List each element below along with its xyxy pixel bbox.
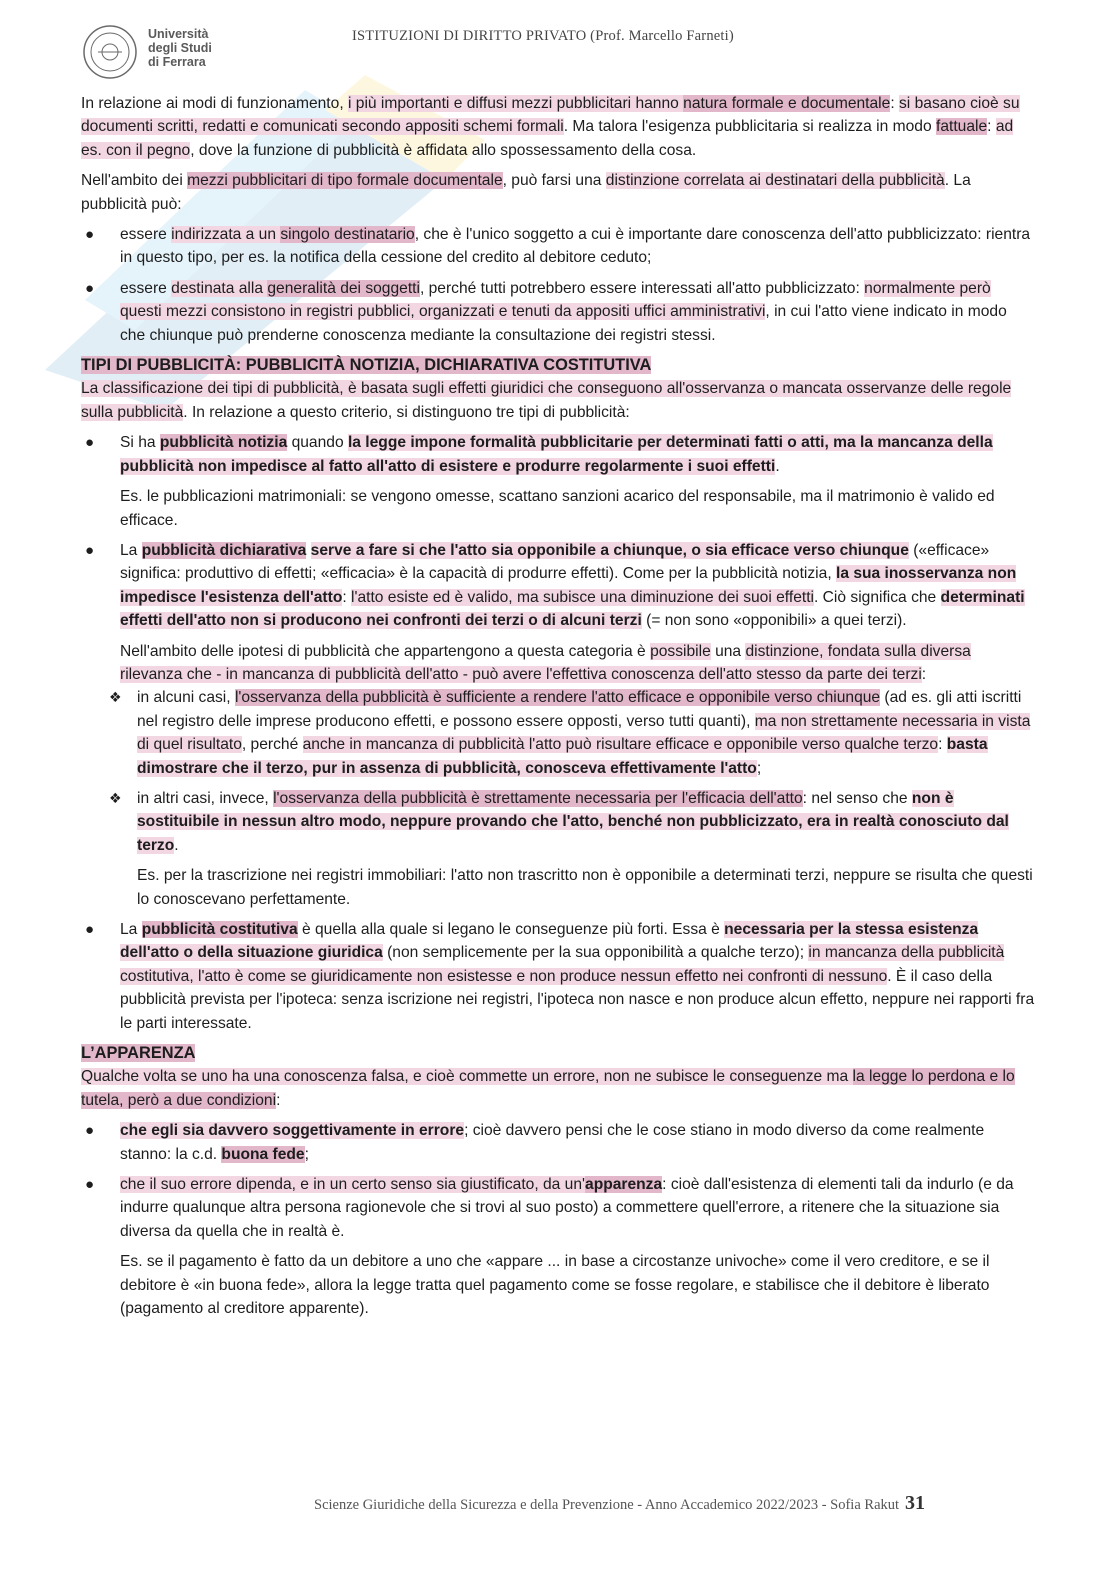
- list-item: ● Si ha pubblicità notizia quando la legge impone formalità pubblicitarie per determinati fatti o atti, ma la mancanza della pubblicità non impedisce al fatto all'atto di esistere e produrre regolarmente i suoi effetti. Es. le pubblicazioni matrimoniali: se vengono omesse, scattano sanzioni acarico del responsabile, ma il matrimonio è valido ed efficace.: [81, 431, 1036, 532]
- list-item: ● che il suo errore dipenda, e in un certo senso sia giustificato, da un'apparenza: cioè dall'esistenza di elementi tali da indurlo (e da indurre qualunque altra persona ragionevole che si trovi al suo posto) a commettere quell'errore, a ritenere che la situazione sia diversa da quella che in realtà è. Es. se il pagamento è fatto da un debitore a uno che «appare ... in base a circostanze univoche» come il vero creditore, e se il debitore è «in buona fede», allora la legge tratta quel pagamento come se fosse regolare, e stabilisce che il debitore è liberato (pagamento al creditore apparente).: [81, 1173, 1036, 1320]
- bullet-icon: ●: [85, 1122, 95, 1140]
- condizioni-list: [81, 1119, 1036, 1320]
- tipi-list: [81, 431, 1036, 1035]
- paragraph-functioning-modes: In relazione ai modi di funzionamento, i più importanti e diffusi mezzi pubblicitari hanno natura formale e documentale: si basano cioè su documenti scritti, redatti e comunicati secondo appositi schemi formali. Ma talora l'esigenza pubblicitaria si realizza in modo fattuale: ad es. con il pegno, dove la funzione di pubblicità è affidata allo spossessamento della cosa.: [81, 95, 1020, 159]
- example-text: Es. per la trascrizione nei registri immobiliari: l'atto non trascritto non è opponibile a determinati terzi, neppure se risulta che questi lo conoscevano perfettamente.: [137, 867, 1033, 908]
- list-item: ● essere indirizzata a un singolo destinatario, che è l'unico soggetto a cui è importante dare conoscenza dell'atto pubblicizzato: rientra in questo tipo, per es. la notifica della cessione del credito al debitore ceduto;: [81, 223, 1036, 270]
- page-header: [0, 0, 1118, 80]
- bullet-icon: ●: [85, 279, 95, 297]
- footer-text: Scienze Giuridiche della Sicurezza e della Prevenzione - Anno Accademico 2022/2023 - Sofia Rakut: [314, 1497, 900, 1513]
- destinatari-list: [81, 223, 1036, 347]
- bullet-icon: ●: [85, 1176, 95, 1194]
- example-text: Es. se il pagamento è fatto da un debitore a uno che «appare ... in base a circostanze univoche» come il vero creditore, e se il debitore è «in buona fede», allora la legge tratta quel pagamento come se fosse regolare, e stabilisce che il debitore è liberato (pagamento al creditore apparente).: [120, 1253, 990, 1318]
- university-seal-icon: [82, 24, 138, 80]
- course-title: ISTITUZIONI DI DIRITTO PRIVATO (Prof. Marcello Farneti): [352, 28, 734, 44]
- paragraph-formal-means: Nell'ambito dei mezzi pubblicitari di tipo formale documentale, può farsi una distinzione correlata ai destinatari della pubblicità. La pubblicità può:: [81, 172, 971, 213]
- diamond-bullet-icon: ❖: [109, 789, 122, 806]
- paragraph-distinction: Nell'ambito delle ipotesi di pubblicità che appartengono a questa categoria è possibile una distinzione, fondata sulla diversa rilevanza che - in mancanza di pubblicità dell'atto - può avere l'effettiva conoscenza dell'atto stesso da parte dei terzi:: [120, 642, 971, 683]
- sub-cases-list: [109, 686, 1036, 911]
- example-text: Es. le pubblicazioni matrimoniali: se vengono omesse, scattano sanzioni acarico del responsabile, ma il matrimonio è valido ed efficace.: [120, 488, 995, 529]
- page-number: 31: [905, 1492, 926, 1514]
- list-item: ● La pubblicità costitutiva è quella alla quale si legano le conseguenze più forti. Essa è necessaria per la stessa esistenza dell'atto o della situazione giuridica (non semplicemente per la sua opponibilità a qualche terzo); in mancanza della pubblicità costitutiva, l'atto è come se giuridicamente non esistesse e non produce nessun effetto nei confronti di nessuno. È il caso della pubblicità prevista per l'ipoteca: senza iscrizione nei registri, l'ipoteca non nasce e non produce alcun effetto, neppure nei rapporti fra le parti interessate.: [81, 918, 1036, 1035]
- list-item: ● essere destinata alla generalità dei soggetti, perché tutti potrebbero essere interessati all'atto pubblicizzato: normalmente però questi mezzi consistono in registri pubblici, organizzati e tenuti da appositi uffici amministrativi, in cui l'atto viene indicato in modo che chiunque può prenderne conoscenza mediante la consultazione dei registri stessi.: [81, 277, 1036, 347]
- section-title-tipi-pubblicita: TIPI DI PUBBLICITÀ: PUBBLICITÀ NOTIZIA, DICHIARATIVA COSTITUTIVA: [81, 356, 652, 375]
- list-item: ❖ in alcuni casi, l'osservanza della pubblicità è sufficiente a rendere l'atto efficace e opponibile verso chiunque (ad es. gli atti iscritti nel registro delle imprese producono effetti, e possono essere opposti, verso tutti quanti), ma non strettamente necessaria in vista di quel risultato, perché anche in mancanza di pubblicità l'atto può risultare efficace e opponibile verso qualche terzo: basta dimostrare che il terzo, pur in assenza di pubblicità, conosceva effettivamente l'atto;: [109, 686, 1036, 780]
- page-footer: [314, 1492, 1034, 1515]
- university-name: Università degli Studi di Ferrara: [148, 27, 212, 69]
- list-item: ● La pubblicità dichiarativa serve a fare si che l'atto sia opponibile a chiunque, o sia efficace verso chiunque («efficace» significa: produttivo di effetti; «efficacia» è la capacità di produrre effetti). Come per la pubblicità notizia, la sua inosservanza non impedisce l'esistenza dell'atto: l'atto esiste ed è valido, ma subisce una diminuzione dei suoi effetti. Ciò significa che determinati effetti dell'atto non si producono nei confronti dei terzi o di alcuni terzi (= non sono «opponibili» a quei terzi). Nell'ambito delle ipotesi di pubblicità che appartengono a questa categoria è possibile una distinzione, fondata sulla diversa rilevanza che - in mancanza di pubblicità dell'atto - può avere l'effettiva conoscenza dell'atto stesso da parte dei terzi: ❖ in alcuni casi, l'osservanza della pubblicità è sufficiente a rendere l'atto efficace e opponibile verso chiunque (ad es. gli atti iscritti nel registro delle imprese producono effetti, e possono essere opposti, verso tutti quanti), ma non strettamente necessaria in vista di quel risultato, perché anche in mancanza di pubblicità l'atto può risultare efficace e opponibile verso qualche terzo: basta dimostrare che il terzo, pur in assenza di pubblicità, conosceva effettivamente l'atto; ❖ in altri casi, invece, l'osservanza della pubblicità è strettamente necessaria per l'efficacia dell'atto: nel senso che non è sostituibile in nessun altro modo, neppure provando che l'atto, benché non pubblicizzato, era in realtà conosciuto dal terzo. Es. per la trascrizione nei registri immobiliari: l'atto non trascritto non è opponibile a determinati terzi, neppure se risulta che questi lo conoscevano perfettamente.: [81, 539, 1036, 911]
- page-content: [81, 92, 1036, 1328]
- paragraph-apparenza: Qualche volta se uno ha una conoscenza falsa, e cioè commette un errore, non ne subisce le conseguenze ma la legge lo perdona e lo tutela, però a due condizioni:: [81, 1068, 1015, 1109]
- list-item: ● che egli sia davvero soggettivamente in errore; cioè davvero pensi che le cose stiano in modo diverso da come realmente stanno: la c.d. buona fede;: [81, 1119, 1036, 1166]
- bullet-icon: ●: [85, 921, 95, 938]
- diamond-bullet-icon: ❖: [109, 689, 122, 706]
- bullet-icon: ●: [85, 226, 95, 244]
- bullet-icon: ●: [85, 541, 95, 559]
- list-item: ❖ in altri casi, invece, l'osservanza della pubblicità è strettamente necessaria per l'efficacia dell'atto: nel senso che non è sostituibile in nessun altro modo, neppure provando che l'atto, benché non pubblicizzato, era in realtà conosciuto dal terzo. Es. per la trascrizione nei registri immobiliari: l'atto non trascritto non è opponibile a determinati terzi, neppure se risulta che questi lo conoscevano perfettamente.: [109, 787, 1036, 911]
- section-title-apparenza: L’APPARENZA: [81, 1044, 196, 1063]
- paragraph-classification: La classificazione dei tipi di pubblicità, è basata sugli effetti giuridici che conseguono all'osservanza o mancata osservanze delle regole sulla pubblicità. In relazione a questo criterio, si distinguono tre tipi di pubblicità:: [81, 380, 1012, 421]
- bullet-icon: ●: [85, 434, 95, 452]
